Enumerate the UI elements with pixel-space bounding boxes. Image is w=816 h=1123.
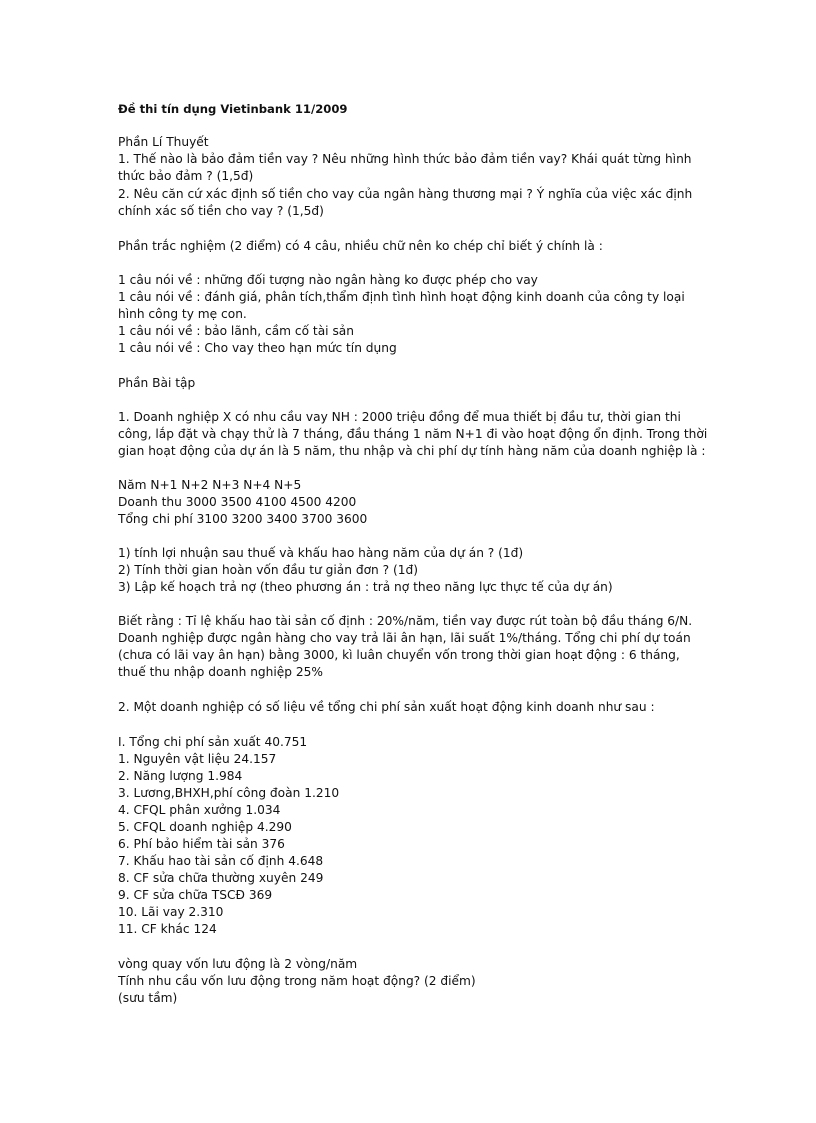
text-line: 1. Doanh nghiệp X có nhu cầu vay NH : 2000 triệu đồng để mua thiết bị đầu tư, thời gian thi xyxy=(118,410,681,424)
text-line: hình công ty mẹ con. xyxy=(118,307,247,321)
text-line: 1) tính lợi nhuận sau thuế và khấu hao hàng năm của dự án ? (1đ) xyxy=(118,546,524,560)
text-line: Phần trắc nghiệm (2 điểm) có 4 câu, nhiều chữ nên ko chép chỉ biết ý chính là : xyxy=(118,239,603,253)
text-line: 1. Nguyên vật liệu 24.157 xyxy=(118,752,277,766)
text-line: 10. Lãi vay 2.310 xyxy=(118,905,224,919)
text-line: Phần Lí Thuyết xyxy=(118,135,209,149)
text-line: công, lắp đặt và chạy thử là 7 tháng, đầu tháng 1 năm N+1 đi vào hoạt động ổn định. Trong thời xyxy=(118,427,708,441)
text-line: vòng quay vốn lưu động là 2 vòng/năm xyxy=(118,957,358,971)
text-line: 8. CF sửa chữa thường xuyên 249 xyxy=(118,871,324,885)
text-line: 1. Thế nào là bảo đảm tiền vay ? Nêu những hình thức bảo đảm tiền vay? Khái quát từng hình xyxy=(118,152,692,166)
text-line: Doanh thu 3000 3500 4100 4500 4200 xyxy=(118,495,357,509)
text-line: thức bảo đảm ? (1,5đ) xyxy=(118,169,254,183)
text-line: 9. CF sửa chữa TSCĐ 369 xyxy=(118,888,273,902)
text-line: 7. Khấu hao tài sản cố định 4.648 xyxy=(118,854,324,868)
text-line: 1 câu nói về : những đối tượng nào ngân hàng ko được phép cho vay xyxy=(118,273,538,287)
text-line: chính xác số tiền cho vay ? (1,5đ) xyxy=(118,204,324,218)
text-line: (sưu tầm) xyxy=(118,991,178,1005)
text-line: Phần Bài tập xyxy=(118,376,196,390)
text-line: 6. Phí bảo hiểm tài sản 376 xyxy=(118,837,285,851)
text-line: 1 câu nói về : đánh giá, phân tích,thẩm định tình hình hoạt động kinh doanh của công ty loại xyxy=(118,290,685,304)
text-line: I. Tổng chi phí sản xuất 40.751 xyxy=(118,735,308,749)
text-line: (chưa có lãi vay ân hạn) bằng 3000, kì luân chuyển vốn trong thời gian hoạt động : 6 tháng, xyxy=(118,648,680,662)
text-line: 3. Lương,BHXH,phí công đoàn 1.210 xyxy=(118,786,340,800)
text-line: Doanh nghiệp được ngân hàng cho vay trả lãi ân hạn, lãi suất 1%/tháng. Tổng chi phí dự toán xyxy=(118,631,691,645)
text-line: 2) Tính thời gian hoàn vốn đầu tư giản đơn ? (1đ) xyxy=(118,563,418,577)
document-title: Đề thi tín dụng Vietinbank 11/2009 xyxy=(118,102,348,116)
text-line: 3) Lập kế hoạch trả nợ (theo phương án : trả nợ theo năng lực thực tế của dự án) xyxy=(118,580,613,594)
text-line: 1 câu nói về : bảo lãnh, cầm cố tài sản xyxy=(118,324,354,338)
text-line: 2. Nêu căn cứ xác định số tiền cho vay của ngân hàng thương mại ? Ý nghĩa của việc xác định xyxy=(118,187,693,201)
text-line: Năm N+1 N+2 N+3 N+4 N+5 xyxy=(118,478,302,492)
text-line: 2. Năng lượng 1.984 xyxy=(118,769,243,783)
text-line: 11. CF khác 124 xyxy=(118,922,217,936)
text-line: thuế thu nhập doanh nghiệp 25% xyxy=(118,665,323,679)
text-line: 4. CFQL phân xưởng 1.034 xyxy=(118,803,281,817)
text-line: Tổng chi phí 3100 3200 3400 3700 3600 xyxy=(118,512,368,526)
text-line: gian hoạt động của dự án là 5 năm, thu nhập và chi phí dự tính hàng năm của doanh nghiệp là : xyxy=(118,444,706,458)
text-line: 2. Một doanh nghiệp có số liệu về tổng chi phí sản xuất hoạt động kinh doanh như sau : xyxy=(118,700,655,714)
text-line: Tính nhu cầu vốn lưu động trong năm hoạt động? (2 điểm) xyxy=(118,974,476,988)
text-line: 1 câu nói về : Cho vay theo hạn mức tín dụng xyxy=(118,341,397,355)
text-line: 5. CFQL doanh nghiệp 4.290 xyxy=(118,820,292,834)
text-line: Biết rằng : Tỉ lệ khấu hao tài sản cố định : 20%/năm, tiền vay được rút toàn bộ đầu tháng 6/N. xyxy=(118,614,693,628)
